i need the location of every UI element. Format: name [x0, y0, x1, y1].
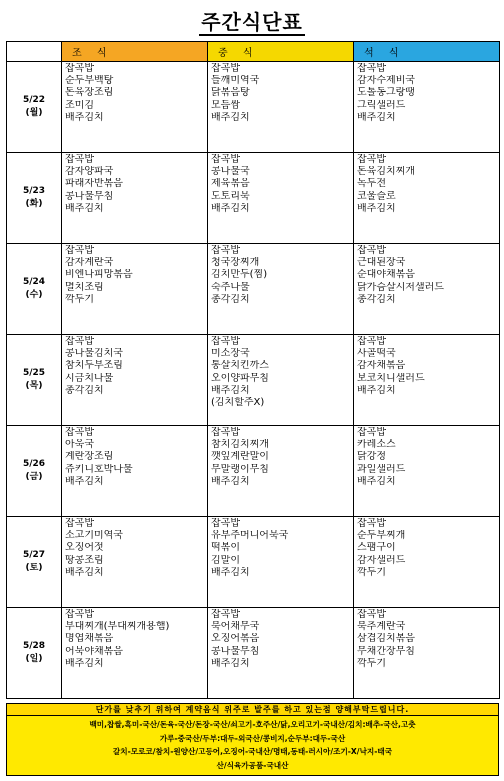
menu-item: 총각김치 [211, 293, 250, 305]
dinner-cell [354, 608, 500, 699]
menu-item: 배추김치 [211, 475, 250, 487]
menu-item: 오이양파무침 [211, 372, 269, 384]
menu-item: 잡곡밥 [65, 427, 94, 438]
menu-item: 잡곡밥 [211, 609, 240, 620]
menu-item: (김치할주X) [211, 397, 265, 409]
menu-item: 미소장국 [211, 348, 250, 360]
menu-item: 참치두부조림 [65, 360, 123, 372]
menu-item: 잡곡밥 [211, 154, 240, 165]
menu-item: 배추김치 [211, 202, 250, 214]
lunch-cell [208, 608, 354, 699]
breakfast-cell [62, 335, 208, 426]
day-date: 5/28 [22, 641, 46, 651]
lunch-cell [208, 244, 354, 335]
day-date-cell [7, 608, 62, 699]
breakfast-cell [62, 517, 208, 608]
menu-item: 잡곡밥 [65, 336, 94, 347]
menu-item: 감자양파국 [65, 166, 114, 178]
menu-item: 무채간장무침 [357, 645, 415, 657]
dinner-cell [354, 426, 500, 517]
menu-item: 콩나물무침 [65, 190, 114, 202]
menu-item: 들깨미역국 [211, 75, 260, 87]
lunch-cell [208, 517, 354, 608]
menu-item: 코울슬로 [357, 190, 396, 202]
menu-item: 총각김치 [65, 384, 104, 396]
menu-item: 김말이 [211, 554, 240, 566]
menu-item: 배추김치 [357, 475, 396, 487]
lunch-cell [208, 335, 354, 426]
menu-item: 잡곡밥 [211, 336, 240, 347]
menu-item: 배추김치 [211, 657, 250, 669]
menu-item: 돈육장조림 [65, 87, 114, 99]
dinner-cell [354, 62, 500, 153]
menu-item: 모듬쌈 [211, 99, 240, 111]
menu-item: 북추계란국 [357, 621, 406, 633]
menu-item: 시금치나물 [65, 372, 114, 384]
origin-line: 산/식육가공품-국내산 [216, 760, 289, 770]
table-header-row [7, 42, 500, 62]
origin-line: 가루-중국산/두부:대두-외국산/콩비지,순두부:대두-국산 [159, 733, 346, 743]
menu-item: 깍두기 [357, 657, 386, 669]
origin-line: 백미,찹쌀,흑미-국산/돈육-국산/돈장-국산/쇠고기-호주산/닭,오리고기-국내산/김치:배추-국산,고춧 [89, 720, 416, 729]
lunch-cell [208, 153, 354, 244]
menu-item: 유부주머니어묵국 [211, 530, 289, 542]
menu-item: 잡곡밥 [357, 518, 386, 529]
menu-item: 감자수제비국 [357, 75, 415, 87]
menu-item: 콩나물국 [211, 166, 250, 178]
menu-item: 잡곡밥 [65, 245, 94, 256]
menu-item: 닭가슴살시저샐러드 [357, 281, 444, 293]
menu-item: 쥬키니호박나물 [65, 463, 133, 475]
menu-item: 돈육김치찌개 [357, 166, 415, 178]
menu-item: 잡곡밥 [211, 245, 240, 256]
menu-item: 파래자반볶음 [65, 178, 123, 190]
menu-item: 소고기미역국 [65, 530, 123, 542]
menu-item: 명엽채볶음 [65, 633, 114, 645]
menu-item: 삼겹김치볶음 [357, 633, 415, 645]
header-dinner: 석 식 [354, 42, 500, 62]
menu-item: 잡곡밥 [211, 518, 240, 529]
menu-item: 도토리묵 [211, 190, 250, 202]
menu-item: 잡곡밥 [357, 63, 386, 74]
table-row [7, 153, 500, 244]
menu-item: 보코치니샐러드 [357, 372, 425, 384]
breakfast-cell [62, 426, 208, 517]
menu-item: 오징어젓 [65, 542, 104, 554]
menu-item: 배추김치 [65, 657, 104, 669]
lunch-cell [208, 62, 354, 153]
menu-item: 배추김치 [65, 475, 104, 487]
day-date: 5/25 [22, 368, 46, 378]
menu-item: 부대찌개(부대찌개용햄) [65, 621, 170, 633]
menu-item: 배추김치 [357, 202, 396, 214]
menu-item: 닭볶음탕 [211, 87, 250, 99]
table-row [7, 517, 500, 608]
menu-item: 스팸구이 [357, 542, 396, 554]
menu-item: 잡곡밥 [65, 63, 94, 74]
menu-item: 배추김치 [65, 566, 104, 578]
table-row [7, 62, 500, 153]
menu-item: 콩나물김치국 [65, 348, 123, 360]
day-weekday: (수) [25, 290, 43, 300]
day-date: 5/23 [22, 186, 46, 196]
menu-item: 콩나물무침 [211, 645, 260, 657]
menu-item: 도톨동그랑땡 [357, 87, 415, 99]
menu-item: 제육볶음 [211, 178, 250, 190]
menu-item: 잡곡밥 [357, 245, 386, 256]
header-lunch: 중 식 [208, 42, 354, 62]
menu-item: 무말랭이무침 [211, 463, 269, 475]
menu-item: 사골떡국 [357, 348, 396, 360]
day-weekday: (일) [25, 654, 43, 664]
lunch-cell [208, 426, 354, 517]
menu-item: 북어채무국 [211, 621, 260, 633]
menu-item: 잡곡밥 [357, 427, 386, 438]
origin-line: 갈치-모로코/참치-원양산/고등어,오징어-국내산/명태,동태-러시아/조기-X/낙지-태국 [112, 747, 393, 756]
dinner-cell [354, 335, 500, 426]
menu-item: 김치만두(찜) [211, 269, 268, 281]
menu-item: 떡볶이 [211, 542, 240, 554]
menu-item: 감자샐러드 [357, 554, 406, 566]
page-title: 주간식단표 [201, 10, 303, 34]
menu-item: 계란장조림 [65, 451, 114, 463]
dinner-cell [354, 517, 500, 608]
menu-item: 그릭샐러드 [357, 99, 406, 111]
menu-item: 멸치조림 [65, 281, 104, 293]
day-weekday: (금) [25, 472, 43, 482]
menu-item: 순두부백탕 [65, 75, 114, 87]
day-date-cell [7, 62, 62, 153]
dinner-cell [354, 244, 500, 335]
menu-item: 감자채볶음 [357, 360, 406, 372]
menu-item: 잡곡밥 [357, 609, 386, 620]
menu-item: 감자계란국 [65, 257, 114, 269]
menu-item: 통살치킨까스 [211, 360, 269, 372]
day-date: 5/22 [22, 95, 46, 105]
breakfast-cell [62, 244, 208, 335]
menu-item: 배추김치 [357, 111, 396, 123]
menu-item: 닭강정 [357, 451, 386, 463]
day-date: 5/24 [22, 277, 46, 287]
table-row [7, 244, 500, 335]
menu-item: 오징어볶음 [211, 633, 260, 645]
day-date-cell [7, 244, 62, 335]
menu-item: 배추김치 [211, 111, 250, 123]
menu-item: 잡곡밥 [211, 427, 240, 438]
menu-item: 어묵야채볶음 [65, 645, 123, 657]
menu-item: 배추김치 [211, 566, 250, 578]
day-date: 5/26 [22, 459, 46, 469]
menu-item: 배추김치 [357, 384, 396, 396]
breakfast-cell [62, 608, 208, 699]
menu-item: 배추김치 [211, 384, 250, 396]
menu-item: 순두부찌개 [357, 530, 406, 542]
header-date [7, 42, 62, 62]
day-weekday: (목) [25, 381, 43, 391]
menu-item: 카레소스 [357, 439, 396, 451]
header-breakfast: 조 식 [62, 42, 208, 62]
dinner-cell [354, 153, 500, 244]
menu-item: 순대야채볶음 [357, 269, 415, 281]
menu-item: 땅콩조림 [65, 554, 104, 566]
menu-item: 비엔나피망볶음 [65, 269, 133, 281]
day-date-cell [7, 153, 62, 244]
menu-item: 배추김치 [65, 111, 104, 123]
day-date-cell [7, 517, 62, 608]
menu-item: 깍두기 [357, 566, 386, 578]
menu-item: 조미김 [65, 99, 94, 111]
day-date: 5/27 [22, 550, 46, 560]
menu-item: 깻잎계란말이 [211, 451, 269, 463]
menu-item: 참치김치찌개 [211, 439, 269, 451]
menu-item: 총각김치 [357, 293, 396, 305]
table-row [7, 335, 500, 426]
menu-item: 근대된장국 [357, 257, 406, 269]
weekly-menu-table [6, 41, 500, 699]
menu-item: 잡곡밥 [65, 518, 94, 529]
menu-item: 숙주나물 [211, 281, 250, 293]
notice-banner: 단가를 낮추기 위하여 계약음식 위주로 발주를 하고 있는점 양해부탁드립니다. [6, 703, 499, 716]
menu-item: 깍두기 [65, 293, 94, 305]
menu-item: 잡곡밥 [65, 609, 94, 620]
table-row [7, 426, 500, 517]
day-weekday: (화) [25, 199, 43, 209]
menu-item: 아욱국 [65, 439, 94, 451]
menu-item: 잡곡밥 [357, 336, 386, 347]
menu-item: 녹두전 [357, 178, 386, 190]
menu-item: 잡곡밥 [357, 154, 386, 165]
day-date-cell [7, 335, 62, 426]
origin-info [6, 716, 499, 776]
table-row [7, 608, 500, 699]
day-date-cell [7, 426, 62, 517]
menu-item: 잡곡밥 [211, 63, 240, 74]
menu-item: 과일샐러드 [357, 463, 406, 475]
day-weekday: (토) [25, 563, 43, 573]
menu-item: 잡곡밥 [65, 154, 94, 165]
menu-item: 배추김치 [65, 202, 104, 214]
day-weekday: (월) [25, 108, 43, 118]
breakfast-cell [62, 153, 208, 244]
breakfast-cell [62, 62, 208, 153]
menu-item: 청국장찌개 [211, 257, 260, 269]
